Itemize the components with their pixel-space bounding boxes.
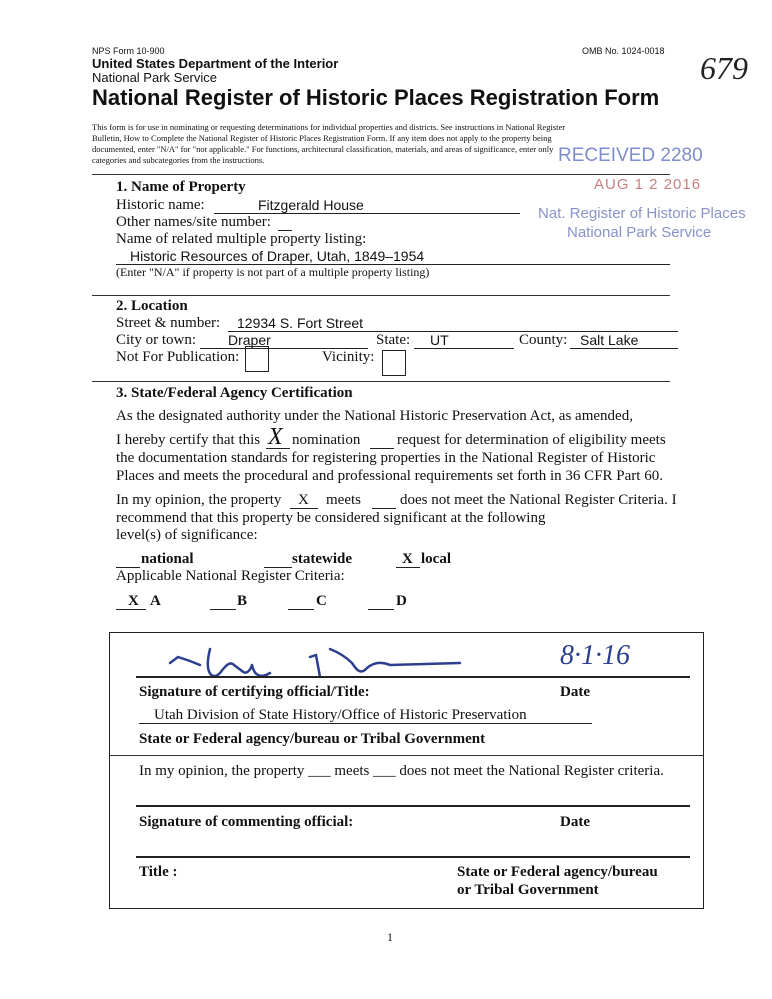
section-3-heading: 3. State/Federal Agency Certification: [116, 385, 353, 401]
signed-date: 8·1·16: [560, 640, 630, 671]
page-title: National Register of Historic Places Registration Form: [92, 85, 660, 110]
opinion-text-b: meets: [326, 492, 361, 508]
opinion-text-c: does not meet the National Register Criteria. I: [400, 492, 677, 508]
divider-section-3: [92, 381, 670, 382]
related-listing-value: Historic Resources of Draper, Utah, 1849–1954: [130, 248, 425, 264]
commenting-signature-label: Signature of commenting official:: [139, 814, 354, 830]
nomination-line: [266, 448, 290, 449]
vicinity-label: Vicinity:: [322, 349, 375, 365]
certify-text-line-3: Places and meets the procedural and professional requirements set forth in 36 CFR Part 60.: [116, 468, 663, 484]
nomination-mark: X: [268, 424, 283, 450]
criteria-b-line: [210, 609, 236, 610]
instructions-line-4: categories and subcategories from the instructions.: [92, 155, 265, 165]
street-label: Street & number:: [116, 315, 221, 331]
criteria-c: C: [316, 593, 327, 609]
stamp-line-2: National Park Service: [567, 224, 712, 241]
omb-number: OMB No. 1024-0018: [582, 46, 665, 56]
city-value: Draper: [228, 332, 271, 348]
not-for-publication-checkbox[interactable]: [245, 346, 269, 372]
street-value: 12934 S. Fort Street: [237, 315, 364, 331]
city-label: City or town:: [116, 332, 197, 348]
stamp-line-1: Nat. Register of Historic Places: [538, 205, 746, 222]
level-local: local: [421, 551, 451, 567]
certification-divider: [109, 755, 704, 756]
certify-text-a: I hereby certify that this: [116, 432, 261, 448]
vicinity-checkbox[interactable]: [382, 350, 406, 376]
title-agency-line-1: State or Federal agency/bureau: [457, 864, 658, 880]
county-value: Salt Lake: [580, 332, 639, 348]
certify-text-line-2: the documentation standards for registering properties in the National Register of Historic: [116, 450, 656, 466]
opinion-text-a: In my opinion, the property: [116, 492, 282, 508]
page-number: 1: [387, 930, 393, 944]
other-names-label: Other names/site number:: [116, 214, 271, 230]
divider-section-1: [92, 174, 670, 175]
county-label: County:: [519, 332, 568, 348]
service-name: National Park Service: [92, 70, 217, 85]
criteria-a-mark: X: [128, 593, 139, 609]
criteria-label: Applicable National Register Criteria:: [116, 568, 345, 584]
divider-section-2: [92, 295, 670, 296]
not-for-publication-label: Not For Publication:: [116, 349, 240, 365]
local-mark: X: [402, 551, 413, 567]
criteria-c-line: [288, 609, 314, 610]
section-2-heading: 2. Location: [116, 298, 188, 314]
instructions-line-1: This form is for use in nominating or requesting determinations for individual properties and districts. See instructions in National Register: [92, 122, 566, 132]
instructions-line-2: Bulletin, How to Complete the National Register of Historic Places Registration Form. If any item does not apply to the property being: [92, 133, 552, 143]
not-meet-line: [372, 508, 396, 509]
related-listing-label: Name of related multiple property listing:: [116, 231, 367, 247]
opinion-text-line-2: recommend that this property be considered significant at the following: [116, 510, 546, 526]
county-line: [570, 348, 678, 349]
title-agency-line-2: or Tribal Government: [457, 882, 599, 898]
agency-label: State or Federal agency/bureau or Tribal Government: [139, 731, 486, 747]
state-line: [414, 348, 514, 349]
agency-line: [139, 723, 592, 724]
form-number: NPS Form 10-900: [92, 46, 165, 56]
meets-mark: X: [298, 492, 309, 508]
certify-text-b: nomination: [292, 432, 361, 448]
level-national: national: [141, 551, 194, 567]
received-stamp: RECEIVED 2280: [558, 145, 703, 166]
authority-text: As the designated authority under the National Historic Preservation Act, as amended,: [116, 408, 633, 424]
state-value: UT: [430, 332, 449, 348]
comment-signature-line: [136, 805, 690, 807]
department-name: United States Department of the Interior: [92, 56, 339, 71]
agency-value: Utah Division of State History/Office of Historic Preservation: [154, 707, 527, 723]
certifying-signature-label: Signature of certifying official/Title:: [139, 684, 370, 700]
comment-opinion: In my opinion, the property ___ meets ___ does not meet the National Register criteria.: [139, 763, 664, 779]
title-label: Title :: [139, 864, 178, 880]
stamp-date: AUG 1 2 2016: [594, 176, 702, 193]
local-line: [396, 567, 420, 568]
criteria-d: D: [396, 593, 407, 609]
instructions-line-3: documented, enter "N/A" for "not applicable." For functions, architectural classification, materials, and areas of significance, enter only: [92, 144, 554, 154]
state-label: State:: [376, 332, 411, 348]
handwritten-number: 679: [700, 50, 748, 86]
commenting-date-label: Date: [560, 814, 590, 830]
criteria-b: B: [237, 593, 248, 609]
title-line: [136, 856, 690, 858]
certifying-date-label: Date: [560, 684, 590, 700]
request-line: [370, 448, 394, 449]
meets-line: [290, 508, 318, 509]
criteria-a-line: [116, 609, 146, 610]
historic-name-label: Historic name:: [116, 197, 205, 213]
signature-line: [136, 676, 690, 678]
historic-name-value: Fitzgerald House: [258, 197, 364, 213]
certify-text-c: request for determination of eligibility meets: [397, 432, 666, 448]
related-listing-note: (Enter "N/A" if property is not part of a multiple property listing): [116, 265, 430, 279]
opinion-text-line-3: level(s) of significance:: [116, 527, 258, 543]
criteria-d-line: [368, 609, 394, 610]
section-1-heading: 1. Name of Property: [116, 179, 246, 195]
level-statewide: statewide: [292, 551, 352, 567]
criteria-a: A: [150, 593, 161, 609]
